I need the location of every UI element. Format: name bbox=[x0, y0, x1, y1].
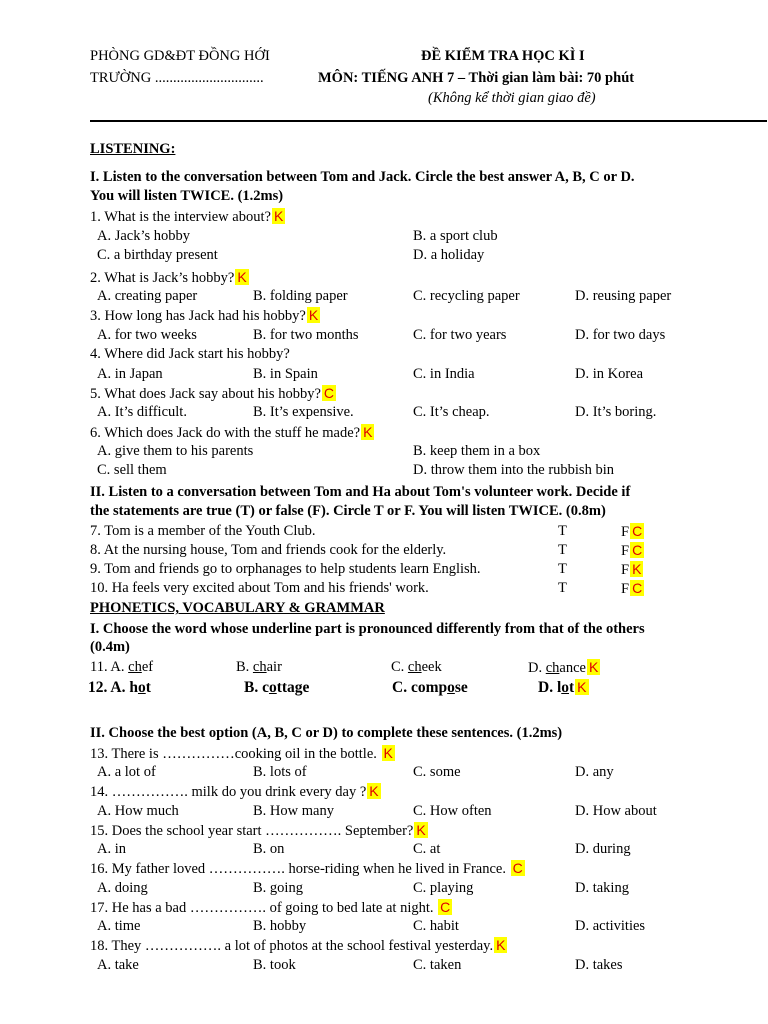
option-4b: B. in Spain bbox=[253, 366, 318, 382]
option-16a: A. doing bbox=[97, 880, 148, 896]
option-15c: C. at bbox=[413, 841, 441, 857]
option-5c: C. It’s cheap. bbox=[413, 404, 490, 420]
answer-key-mark: K bbox=[383, 745, 393, 761]
part2-instruction-line1: II. Listen to a conversation between Tom and Ha about Tom's volunteer work. Decide if bbox=[90, 484, 631, 500]
exam-note: (Không kể thời gian giao đề) bbox=[428, 90, 596, 106]
statement-8: 8. At the nursing house, Tom and friends cook for the elderly. bbox=[90, 542, 447, 558]
option-15a: A. in bbox=[97, 841, 126, 857]
option-5d: D. It’s boring. bbox=[575, 404, 657, 420]
option-13a: A. a lot of bbox=[97, 764, 156, 780]
option-6a: A. give them to his parents bbox=[97, 443, 254, 459]
answer-key-mark: K bbox=[496, 937, 506, 953]
option-16b: B. going bbox=[253, 880, 303, 896]
question-15: 15. Does the school year start ……………. September? K bbox=[90, 822, 426, 839]
option-13d: D. any bbox=[575, 764, 614, 780]
answer-key-mark: K bbox=[577, 679, 587, 695]
option-4c: C. in India bbox=[413, 366, 475, 382]
option-11a: 11. A. chef bbox=[90, 659, 154, 675]
false-option-9: F K bbox=[621, 561, 642, 578]
option-4d: D. in Korea bbox=[575, 366, 644, 382]
false-option-7: F C bbox=[621, 523, 643, 540]
exam-subject: MÔN: TIẾNG ANH 7 – Thời gian làm bài: 70 phút bbox=[318, 70, 635, 86]
question-16: 16. My father loved ……………. horse-riding when he lived in France. C bbox=[90, 860, 523, 877]
option-2b: B. folding paper bbox=[253, 288, 348, 304]
option-5a: A. It’s difficult. bbox=[97, 404, 187, 420]
question-1: 1. What is the interview about? K bbox=[90, 208, 284, 225]
option-1a: A. Jack’s hobby bbox=[97, 228, 191, 244]
option-12a: 12. A. hot bbox=[88, 679, 151, 696]
statement-10: 10. Ha feels very excited about Tom and his friends' work. bbox=[90, 580, 429, 596]
question-5: 5. What does Jack say about his hobby? C bbox=[90, 385, 335, 402]
answer-key-mark: C bbox=[323, 385, 335, 401]
option-11d: D. chance K bbox=[528, 659, 599, 676]
answer-key-mark: K bbox=[237, 269, 247, 285]
option-18b: B. took bbox=[253, 957, 296, 973]
option-16c: C. playing bbox=[413, 880, 474, 896]
grammar-instruction: II. Choose the best option (A, B, C or D) to complete these sentences. (1.2ms) bbox=[90, 725, 563, 741]
part1-instruction-line1: I. Listen to the conversation between Tom and Jack. Circle the best answer A, B, C or D. bbox=[90, 169, 635, 185]
false-option-10: F C bbox=[621, 580, 643, 597]
answer-key-mark: K bbox=[308, 307, 319, 323]
phonetics-heading: PHONETICS, VOCABULARY & GRAMMAR bbox=[90, 600, 385, 616]
option-11b: B. chair bbox=[236, 659, 282, 675]
question-3: 3. How long has Jack had his hobby? K bbox=[90, 307, 319, 324]
option-16d: D. taking bbox=[575, 880, 629, 896]
question-4: 4. Where did Jack start his hobby? bbox=[90, 346, 290, 362]
listening-heading: LISTENING: bbox=[90, 141, 176, 157]
option-14d: D. How about bbox=[575, 803, 657, 819]
phonetics-instruction-line1: I. Choose the word whose underline part is pronounced differently from that of the others bbox=[90, 621, 645, 637]
option-1d: D. a holiday bbox=[413, 247, 485, 263]
answer-key-mark: C bbox=[440, 899, 451, 915]
option-4a: A. in Japan bbox=[97, 366, 163, 382]
option-18a: A. take bbox=[97, 957, 139, 973]
option-17b: B. hobby bbox=[253, 918, 307, 934]
question-6: 6. Which does Jack do with the stuff he made? K bbox=[90, 424, 373, 441]
option-11c: C. cheek bbox=[391, 659, 442, 675]
option-13c: C. some bbox=[413, 764, 461, 780]
option-12c: C. compose bbox=[392, 679, 468, 696]
false-option-8: F C bbox=[621, 542, 643, 559]
option-6d: D. throw them into the rubbish bin bbox=[413, 462, 614, 478]
option-15b: B. on bbox=[253, 841, 285, 857]
option-12d: D. lot K bbox=[538, 679, 587, 696]
answer-key-mark: K bbox=[369, 783, 379, 799]
option-18d: D. takes bbox=[575, 957, 623, 973]
option-14a: A. How much bbox=[97, 803, 179, 819]
question-13: 13. There is ……………cooking oil in the bottle. K bbox=[90, 745, 393, 762]
option-3c: C. for two years bbox=[413, 327, 507, 343]
option-3d: D. for two days bbox=[575, 327, 666, 343]
answer-key-mark: C bbox=[632, 580, 643, 596]
answer-key-mark: K bbox=[588, 659, 599, 675]
statement-9: 9. Tom and friends go to orphanages to help students learn English. bbox=[90, 561, 481, 577]
option-5b: B. It’s expensive. bbox=[253, 404, 354, 420]
department-name: PHÒNG GD&ĐT ĐỒNG HỚI bbox=[90, 48, 270, 64]
school-name: TRƯỜNG .............................. bbox=[90, 70, 264, 86]
option-3a: A. for two weeks bbox=[97, 327, 197, 343]
option-14c: C. How often bbox=[413, 803, 492, 819]
option-14b: B. How many bbox=[253, 803, 334, 819]
answer-key-mark: K bbox=[632, 561, 642, 577]
true-option-9: T bbox=[558, 561, 567, 577]
part1-instruction-line2: You will listen TWICE. (1.2ms) bbox=[90, 188, 284, 204]
question-14: 14. ……………. milk do you drink every day ? K bbox=[90, 783, 379, 800]
option-17c: C. habit bbox=[413, 918, 459, 934]
option-12b: B. cottage bbox=[244, 679, 310, 696]
option-18c: C. taken bbox=[413, 957, 462, 973]
answer-key-mark: K bbox=[273, 208, 284, 224]
option-17a: A. time bbox=[97, 918, 141, 934]
answer-key-mark: C bbox=[632, 542, 643, 558]
question-2: 2. What is Jack’s hobby? K bbox=[90, 269, 247, 286]
answer-key-mark: K bbox=[416, 822, 426, 838]
option-17d: D. activities bbox=[575, 918, 646, 934]
option-6c: C. sell them bbox=[97, 462, 167, 478]
option-3b: B. for two months bbox=[253, 327, 359, 343]
question-18: 18. They ……………. a lot of photos at the school festival yesterday. K bbox=[90, 937, 506, 954]
option-13b: B. lots of bbox=[253, 764, 307, 780]
true-option-8: T bbox=[558, 542, 567, 558]
statement-7: 7. Tom is a member of the Youth Club. bbox=[90, 523, 316, 539]
option-1b: B. a sport club bbox=[413, 228, 498, 244]
answer-key-mark: C bbox=[512, 860, 523, 876]
answer-key-mark: C bbox=[632, 523, 643, 539]
option-1c: C. a birthday present bbox=[97, 247, 218, 263]
true-option-10: T bbox=[558, 580, 567, 596]
question-17: 17. He has a bad ……………. of going to bed late at night. C bbox=[90, 899, 451, 916]
option-2d: D. reusing paper bbox=[575, 288, 672, 304]
option-2a: A. creating paper bbox=[97, 288, 198, 304]
phonetics-instruction-line2: (0.4m) bbox=[90, 639, 130, 655]
exam-title: ĐỀ KIỂM TRA HỌC KÌ I bbox=[421, 48, 585, 64]
answer-key-mark: K bbox=[363, 424, 373, 440]
option-6b: B. keep them in a box bbox=[413, 443, 541, 459]
option-2c: C. recycling paper bbox=[413, 288, 520, 304]
true-option-7: T bbox=[558, 523, 567, 539]
header-divider bbox=[90, 120, 767, 122]
part2-instruction-line2: the statements are true (T) or false (F). Circle T or F. You will listen TWICE. (0.8m) bbox=[90, 503, 606, 519]
option-15d: D. during bbox=[575, 841, 631, 857]
